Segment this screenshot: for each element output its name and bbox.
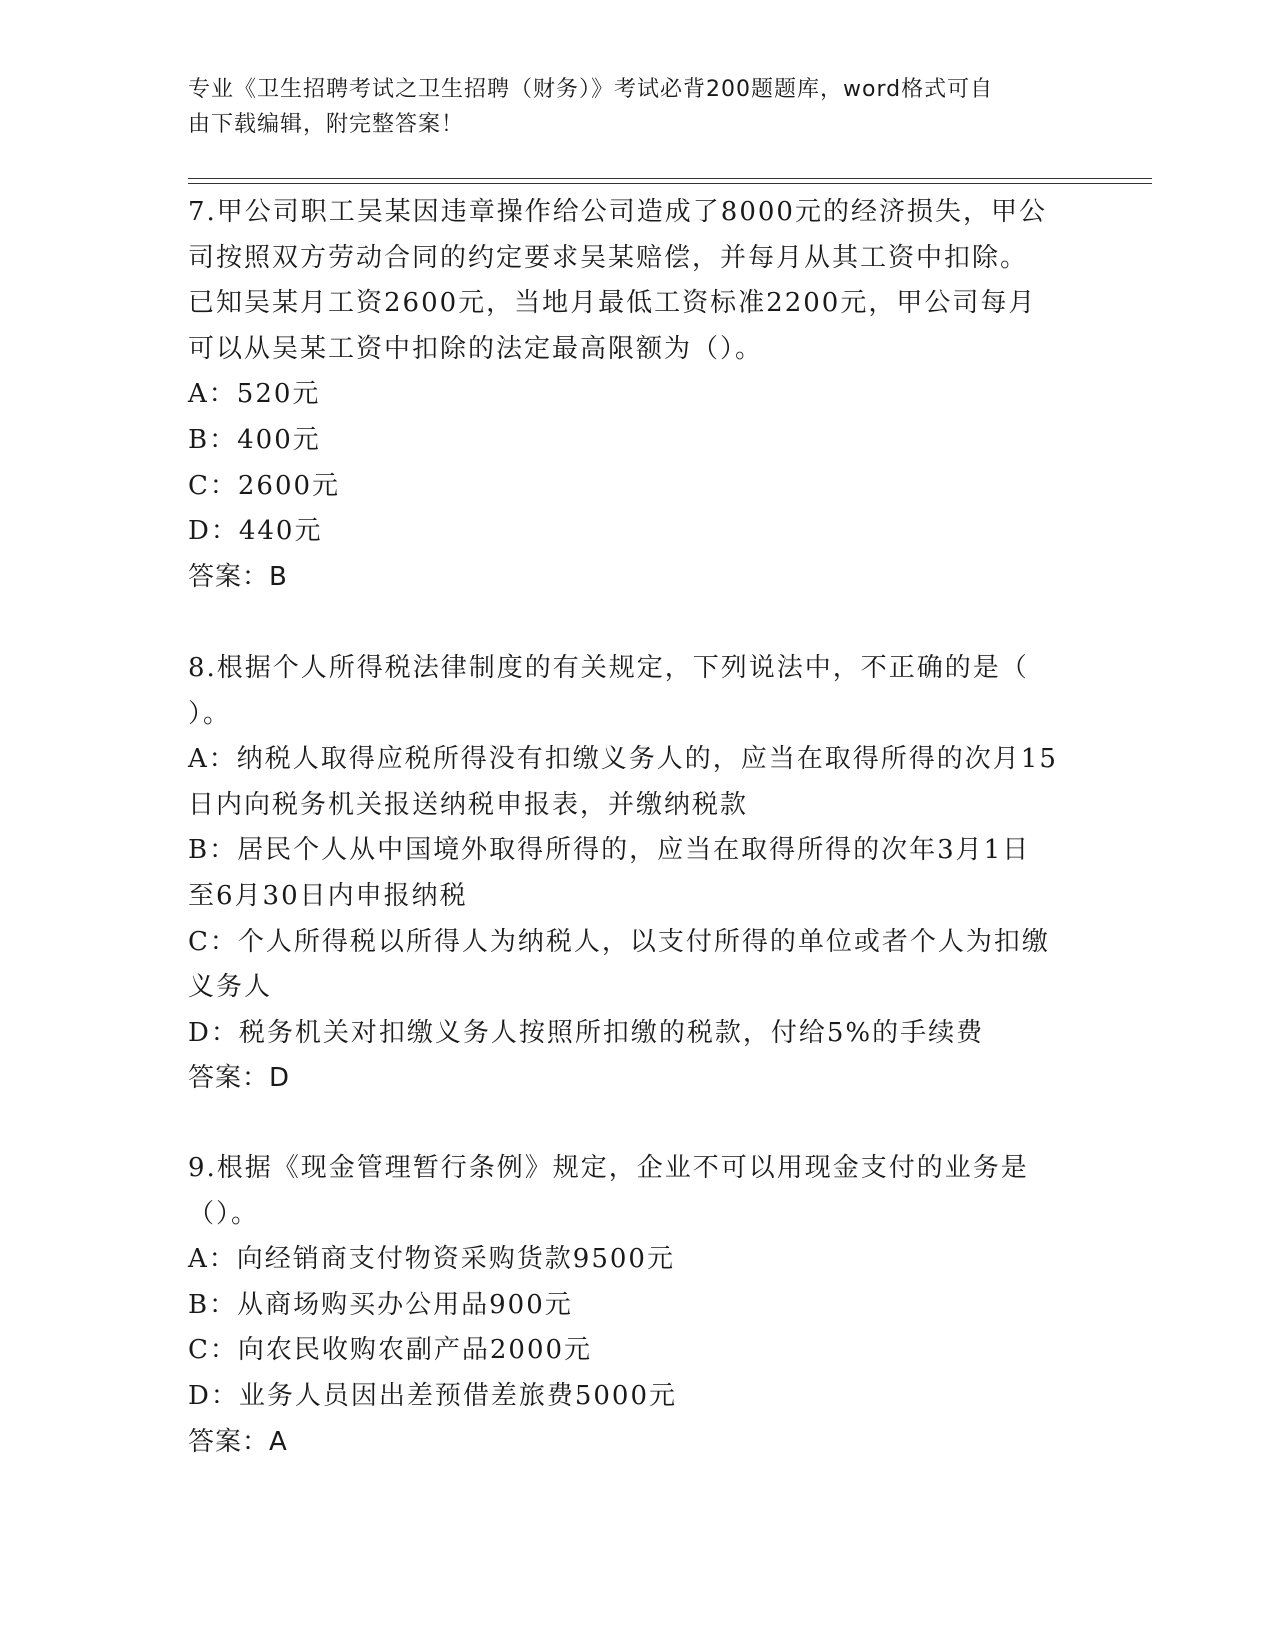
option-b: B：从商场购买办公用品900元 <box>188 1289 573 1320</box>
question-stem-line: 已知吴某月工资2600元，当地月最低工资标准2200元，甲公司每月 <box>188 288 1037 319</box>
question-stem-line: 8.根据个人所得税法律制度的有关规定，下列说法中，不正确的是（ <box>188 653 1029 683</box>
option-b: B：居民个人从中国境外取得所得的，应当在取得所得的次年3月1日 <box>188 835 1031 866</box>
answer-line: 答案：B <box>188 561 288 592</box>
option-c: C：向农民收购农副产品2000元 <box>188 1335 593 1366</box>
option-d: D：业务人员因出差预借差旅费5000元 <box>188 1380 678 1411</box>
answer-line: 答案：D <box>188 1063 291 1094</box>
question-stem-line: 可以从吴某工资中扣除的法定最高限额为（）。 <box>188 333 764 364</box>
option-a: A：纳税人取得应税所得没有扣缴义务人的，应当在取得所得的次月15 <box>188 744 1058 775</box>
question-stem-line: 9.根据《现金管理暂行条例》规定，企业不可以用现金支付的业务是 <box>188 1153 1029 1183</box>
header-divider-top <box>188 178 1152 179</box>
option-a-continued: 日内向税务机关报送纳税申报表，并缴纳税款 <box>188 789 749 820</box>
header-line: 专业《卫生招聘考试之卫生招聘（财务）》考试必背200题题库，word格式可自 <box>188 77 994 102</box>
option-c-continued: 义务人 <box>188 972 273 1003</box>
option-b: B：400元 <box>188 424 321 455</box>
question-stem-line: 司按照双方劳动合同的约定要求吴某赔偿，并每月从其工资中扣除。 <box>188 242 1029 273</box>
option-d: D：440元 <box>188 516 323 547</box>
option-d: D：税务机关对扣缴义务人按照所扣缴的税款，付给5%的手续费 <box>188 1017 985 1048</box>
option-b-continued: 至6月30日内申报纳税 <box>188 880 468 911</box>
question-8 <box>188 646 1088 1102</box>
question-stem-line: （）。 <box>188 1198 260 1229</box>
header-line: 由下载编辑，附完整答案！ <box>188 112 465 137</box>
question-9 <box>188 1146 1088 1465</box>
option-c: C：2600元 <box>188 470 341 501</box>
option-a: A：向经销商支付物资采购货款9500元 <box>188 1244 675 1275</box>
question-7 <box>188 190 1088 600</box>
document-header <box>188 72 1068 142</box>
question-stem-line: 7.甲公司职工吴某因违章操作给公司造成了8000元的经济损失，甲公 <box>188 197 1047 227</box>
option-c: C：个人所得税以所得人为纳税人，以支付所得的单位或者个人为扣缴 <box>188 926 1050 957</box>
header-divider-bottom <box>188 183 1152 184</box>
option-a: A：520元 <box>188 379 321 410</box>
answer-line: 答案：A <box>188 1426 288 1457</box>
question-stem-line: ）。 <box>188 698 232 729</box>
